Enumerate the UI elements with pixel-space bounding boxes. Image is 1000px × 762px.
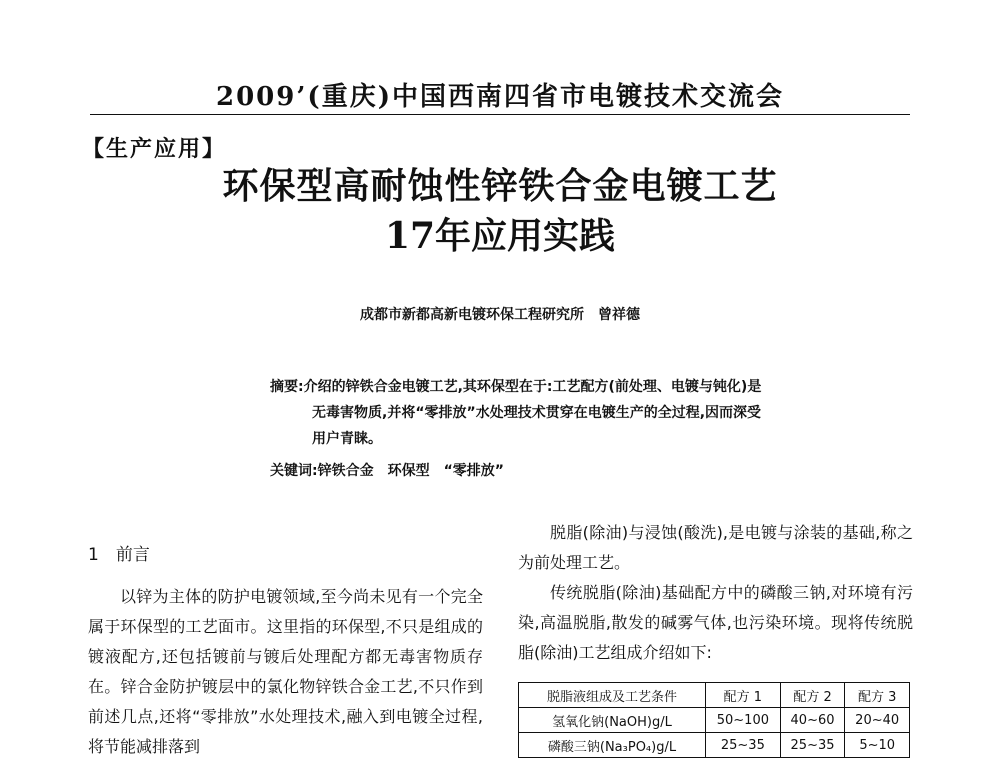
abstract-label: 摘要: <box>270 379 304 395</box>
right-paragraph-2: 传统脱脂(除油)基础配方中的磷酸三钠,对环境有污染,高温脱脂,散发的碱雾气体,也污染环境。现将传统脱脂(除油)工艺组成介绍如下: <box>518 583 913 662</box>
keywords-label: 关键词: <box>270 463 318 479</box>
table-row <box>519 733 910 758</box>
table-cell: 50~100 <box>706 708 781 733</box>
header-rule <box>90 114 910 115</box>
table-row <box>519 708 910 733</box>
table-cell: 磷酸三钠(Na₃PO₄)g/L <box>519 733 706 758</box>
paper-title-line2: 17年应用实践 <box>384 215 616 257</box>
author-byline: 成都市新都高新电镀环保工程研究所 曾祥德 <box>360 307 640 323</box>
table-header-cell: 配方 2 <box>780 683 845 708</box>
table-header-row <box>519 683 910 708</box>
table-cell: 40~60 <box>780 708 845 733</box>
table-header-cell: 配方 3 <box>845 683 910 708</box>
left-column <box>88 582 483 762</box>
abstract <box>270 374 770 452</box>
degreasing-recipe-table <box>518 682 910 758</box>
section-tag: 【生产应用】 <box>82 136 227 162</box>
table-cell: 25~35 <box>780 733 845 758</box>
right-column <box>518 518 913 668</box>
table-cell: 20~40 <box>845 708 910 733</box>
table-header-cell: 脱脂液组成及工艺条件 <box>519 683 706 708</box>
abstract-body: 介绍的锌铁合金电镀工艺,其环保型在于:工艺配方(前处理、电镀与钝化)是无毒害物质,并将“零排放”水处理技术贯穿在电镀生产的全过程,因而深受用户青睐。 <box>303 379 762 447</box>
paper-title-line1: 环保型高耐蚀性锌铁合金电镀工艺 <box>222 165 778 207</box>
abstract-text <box>270 374 770 452</box>
table-header-cell: 配方 1 <box>706 683 781 708</box>
keywords <box>270 460 504 480</box>
preface-paragraph: 以锌为主体的防护电镀领域,至今尚未见有一个完全属于环保型的工艺面市。这里指的环保型,不只是组成的镀液配方,还包括镀前与镀后处理配方都无毒害物质存在。锌合金防护镀层中的氯化物锌铁合金工艺,不只作到前述几点,还将“零排放”水处理技术,融入到电镀全过程,将节能减排落到 <box>88 587 483 756</box>
conference-header-title: 2009’(重庆)中国西南四省市电镀技术交流会 <box>215 82 785 112</box>
right-paragraph-1: 脱脂(除油)与浸蚀(酸洗),是电镀与涂装的基础,称之为前处理工艺。 <box>518 523 913 572</box>
keywords-text: 锌铁合金 环保型 “零排放” <box>317 463 505 479</box>
table-cell: 5~10 <box>845 733 910 758</box>
section-heading-preface: 1 前言 <box>88 545 150 565</box>
table-cell: 氢氧化钠(NaOH)g/L <box>519 708 706 733</box>
table-cell: 25~35 <box>706 733 781 758</box>
